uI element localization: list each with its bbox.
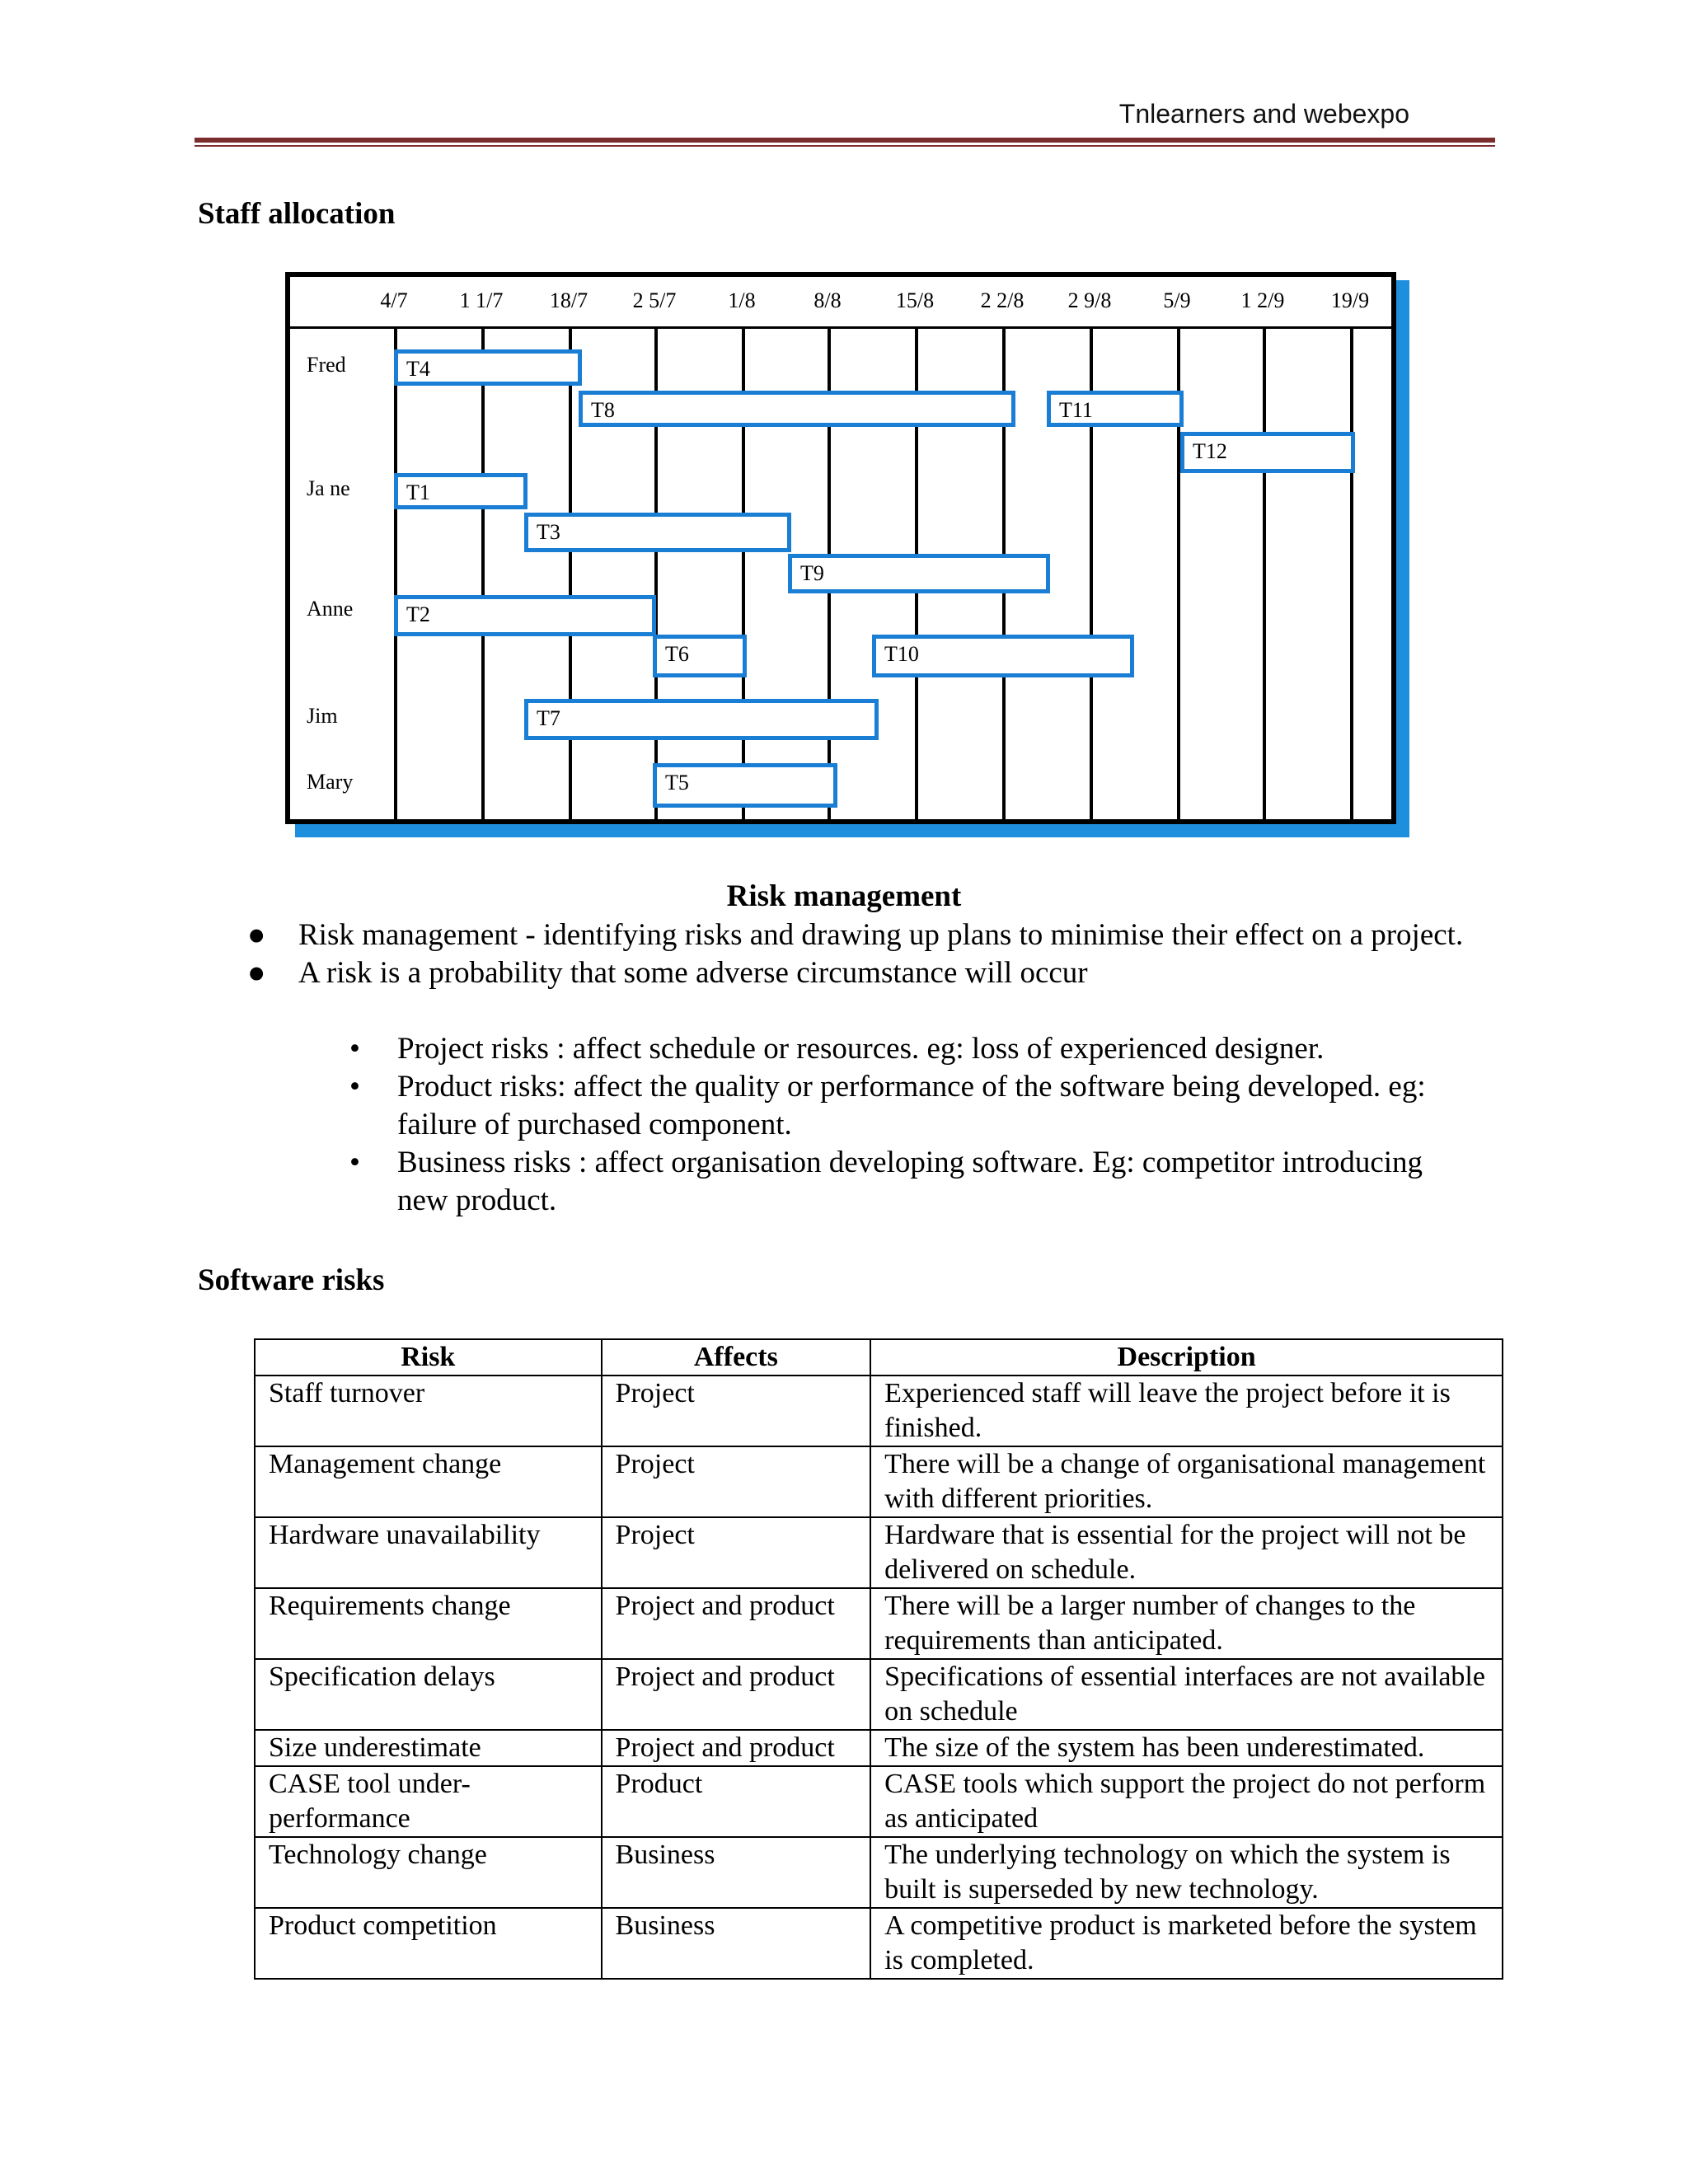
gantt-person-label: Anne bbox=[307, 597, 354, 621]
description-cell: The size of the system has been underestimated. bbox=[870, 1730, 1503, 1766]
risk-cell: Requirements change bbox=[255, 1588, 602, 1659]
bullet-dot: ● bbox=[247, 918, 266, 952]
task-bar-t7 bbox=[524, 699, 879, 740]
description-cell: A competitive product is marketed before the system is completed. bbox=[870, 1908, 1503, 1979]
gantt-person-label: Jim bbox=[307, 704, 338, 728]
task-bar-t2 bbox=[394, 595, 656, 636]
software-risks-table bbox=[254, 1338, 1503, 1980]
table-row bbox=[255, 1837, 1503, 1908]
gantt-date-label: 1 1/7 bbox=[459, 288, 504, 312]
gantt-date-label: 2 5/7 bbox=[632, 288, 677, 312]
list-item bbox=[349, 1068, 1477, 1144]
table-row bbox=[255, 1376, 1503, 1446]
risk-cell: Staff turnover bbox=[255, 1376, 602, 1446]
bullet-dot: ● bbox=[247, 956, 266, 990]
gantt-person-label: Mary bbox=[307, 770, 354, 794]
table-row bbox=[255, 1588, 1503, 1659]
description-cell: There will be a larger number of changes to the requirements than anticipated. bbox=[870, 1588, 1503, 1659]
affects-cell: Business bbox=[602, 1837, 871, 1908]
bullet-text: A risk is a probability that some adverse circumstance will occur bbox=[298, 956, 1088, 990]
affects-cell: Project and product bbox=[602, 1588, 871, 1659]
description-cell: Specifications of essential interfaces are not available on schedule bbox=[870, 1659, 1503, 1730]
gantt-date-label: 15/8 bbox=[895, 288, 935, 312]
bullet-text: Business risks : affect organisation developing software. Eg: competitor introducing new product. bbox=[397, 1146, 1423, 1217]
gantt-date-label: 19/9 bbox=[1330, 288, 1370, 312]
gantt-header-line bbox=[290, 326, 1391, 329]
list-item bbox=[247, 954, 1477, 992]
bullet-dot: • bbox=[349, 1146, 360, 1179]
task-bar-t1 bbox=[394, 473, 528, 509]
column-header-description: Description bbox=[870, 1339, 1503, 1376]
task-bar-t8 bbox=[579, 391, 1015, 427]
list-item bbox=[247, 916, 1477, 954]
affects-cell: Project and product bbox=[602, 1730, 871, 1766]
affects-cell: Project bbox=[602, 1446, 871, 1517]
list-item bbox=[349, 1144, 1477, 1220]
table-row bbox=[255, 1517, 1503, 1588]
gantt-gridline bbox=[569, 326, 572, 824]
gantt-date-label: 8/8 bbox=[814, 288, 842, 312]
task-bar-t11 bbox=[1047, 391, 1184, 427]
column-header-affects: Affects bbox=[602, 1339, 871, 1376]
task-label: T10 bbox=[884, 642, 919, 666]
description-cell: Hardware that is essential for the project will not be delivered on schedule. bbox=[870, 1517, 1503, 1588]
column-header-risk: Risk bbox=[255, 1339, 602, 1376]
header-rule-thin bbox=[195, 145, 1495, 147]
risk-cell: Product competition bbox=[255, 1908, 602, 1979]
task-bar-t4 bbox=[394, 349, 582, 386]
task-label: T8 bbox=[591, 398, 615, 422]
task-bar-t12 bbox=[1180, 432, 1355, 473]
gantt-date-label: 4/7 bbox=[380, 288, 408, 312]
affects-cell: Product bbox=[602, 1766, 871, 1837]
bullet-dot: • bbox=[349, 1032, 360, 1066]
bullet-text: Project risks : affect schedule or resources. eg: loss of experienced designer. bbox=[397, 1032, 1325, 1066]
gantt-date-label: 2 2/8 bbox=[980, 288, 1025, 312]
risk-cell: Hardware unavailability bbox=[255, 1517, 602, 1588]
description-cell: Experienced staff will leave the project before it is finished. bbox=[870, 1376, 1503, 1446]
gantt-date-label: 2 9/8 bbox=[1067, 288, 1112, 312]
gantt-gridline bbox=[1263, 326, 1266, 824]
gantt-date-label: 18/7 bbox=[549, 288, 588, 312]
gantt-person-label: Fred bbox=[307, 353, 346, 377]
description-cell: There will be a change of organisational management with different priorities. bbox=[870, 1446, 1503, 1517]
bullet-text: Product risks: affect the quality or performance of the software being developed. eg: failure of purchased component. bbox=[397, 1070, 1426, 1141]
table-row bbox=[255, 1446, 1503, 1517]
page-header-title: Tnlearners and webexpo bbox=[1118, 99, 1409, 129]
gantt-person-label: Ja ne bbox=[307, 476, 350, 500]
task-label: T6 bbox=[665, 642, 689, 666]
risk-cell: Specification delays bbox=[255, 1659, 602, 1730]
risk-cell: Management change bbox=[255, 1446, 602, 1517]
list-item bbox=[349, 1030, 1477, 1068]
gantt-gridline bbox=[394, 326, 397, 824]
task-label: T1 bbox=[406, 480, 430, 504]
affects-cell: Project bbox=[602, 1376, 871, 1446]
task-label: T12 bbox=[1193, 439, 1227, 463]
risk-cell: CASE tool under-performance bbox=[255, 1766, 602, 1837]
table-row bbox=[255, 1659, 1503, 1730]
gantt-date-label: 1 2/9 bbox=[1240, 288, 1285, 312]
risk-cell: Size underestimate bbox=[255, 1730, 602, 1766]
table-header-row bbox=[255, 1339, 1503, 1376]
gantt-date-label: 1/8 bbox=[728, 288, 756, 312]
affects-cell: Project and product bbox=[602, 1659, 871, 1730]
staff-allocation-heading: Staff allocation bbox=[198, 197, 396, 231]
task-label: T9 bbox=[800, 561, 824, 585]
staff-allocation-gantt bbox=[285, 272, 1396, 824]
task-label: T3 bbox=[537, 520, 560, 544]
task-label: T5 bbox=[665, 771, 689, 794]
table-row bbox=[255, 1908, 1503, 1979]
gantt-gridline bbox=[481, 326, 485, 824]
task-label: T4 bbox=[406, 357, 430, 381]
risk-management-title: Risk management bbox=[726, 879, 962, 913]
task-label: T11 bbox=[1059, 398, 1093, 422]
bullet-dot: • bbox=[349, 1070, 360, 1104]
software-risks-heading: Software risks bbox=[198, 1263, 385, 1297]
risk-cell: Technology change bbox=[255, 1837, 602, 1908]
table-row bbox=[255, 1766, 1503, 1837]
bullet-text: Risk management - identifying risks and drawing up plans to minimise their effect on a project. bbox=[298, 918, 1464, 952]
table-row bbox=[255, 1730, 1503, 1766]
description-cell: CASE tools which support the project do not perform as anticipated bbox=[870, 1766, 1503, 1837]
description-cell: The underlying technology on which the system is built is superseded by new technology. bbox=[870, 1837, 1503, 1908]
task-bar-t10 bbox=[872, 635, 1134, 677]
task-label: T2 bbox=[406, 602, 430, 626]
affects-cell: Project bbox=[602, 1517, 871, 1588]
task-bar-t3 bbox=[524, 513, 791, 552]
header-rule bbox=[195, 138, 1495, 143]
gantt-date-label: 5/9 bbox=[1163, 288, 1191, 312]
gantt-gridline bbox=[1350, 326, 1353, 824]
task-bar-t5 bbox=[653, 763, 837, 808]
affects-cell: Business bbox=[602, 1908, 871, 1979]
task-bar-t6 bbox=[653, 635, 747, 677]
task-label: T7 bbox=[537, 706, 560, 730]
risk-management-bullets bbox=[247, 916, 1477, 992]
risk-types-list bbox=[349, 1030, 1477, 1220]
task-bar-t9 bbox=[788, 554, 1050, 593]
